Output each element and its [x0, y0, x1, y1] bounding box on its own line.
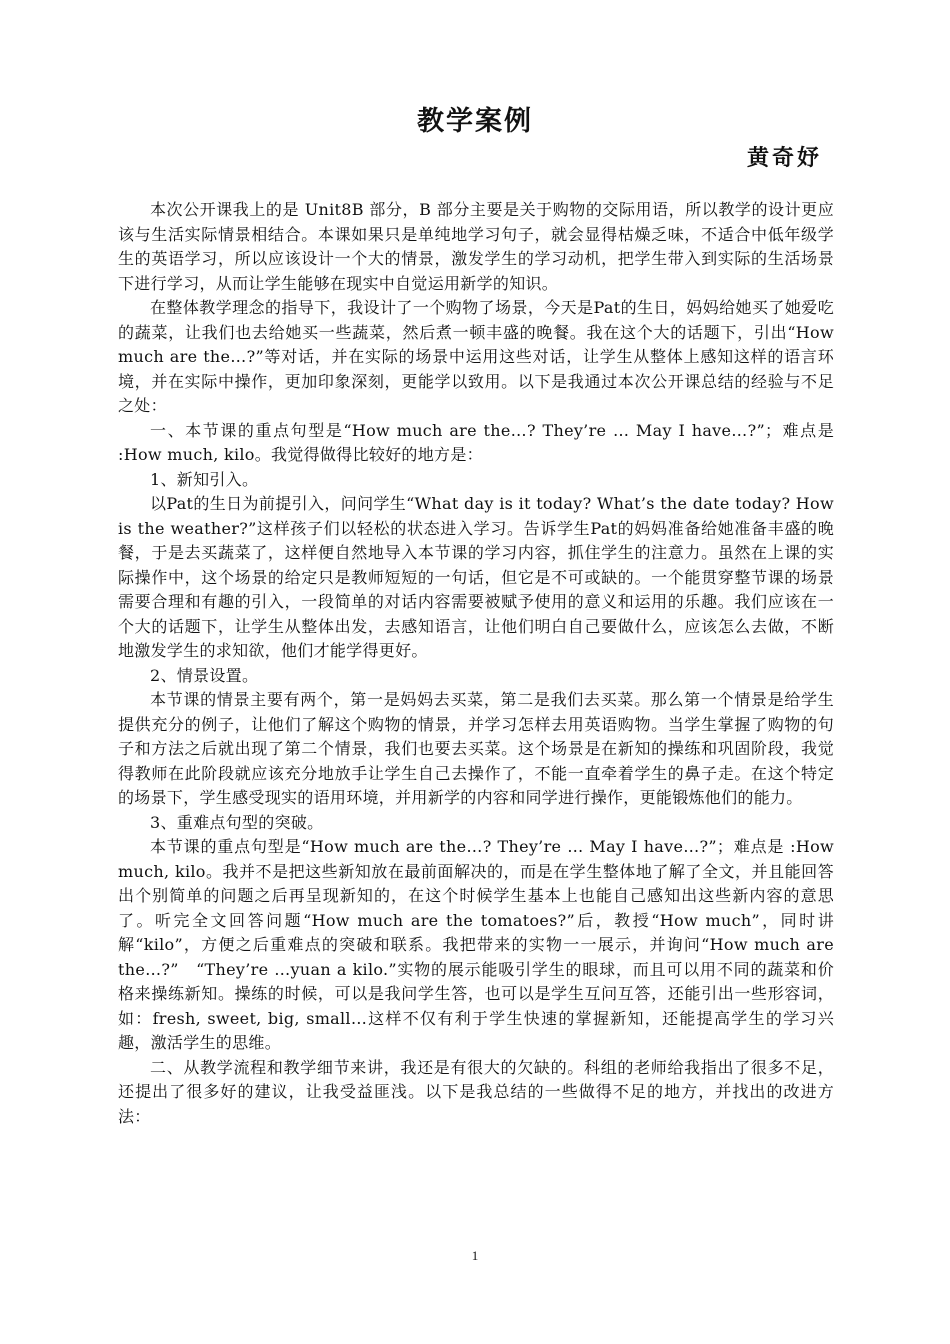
- paragraph-heading-1: 1、新知引入。: [150, 469, 259, 489]
- document-author: 黄奇妤: [746, 146, 822, 171]
- page-number: 1: [471, 1248, 479, 1263]
- paragraph-intro: 本次公开课我上的是 Unit8B 部分，B 部分主要是关于购物的交际用语，所以教学的设计更应该与生活实际情景相结合。本课如果只是单纯地学习句子，就会显得枯燥乏味，不适合中低年级学生的英语学习，所以应该设计一个大的情景，激发学生的学习动机，把学生带入到实际的生活场景下进行学习，从而让学生能够在现实中自觉运用新学的知识。: [118, 200, 834, 293]
- document-body: [118, 198, 834, 1129]
- paragraph-design: 在整体教学理念的指导下，我设计了一个购物了场景，今天是Pat的生日，妈妈给她买了她爱吃的蔬菜，让我们也去给她买一些蔬菜，然后煮一顿丰盛的晚餐。我在这个大的话题下，引出“How much are the…?”等对话，并在实际的场景中运用这些对话，让学生从整体上感知这样的语言环境，并在实际中操作，更加印象深刻，更能学以致用。以下是我通过本次公开课总结的经验与不足之处：: [118, 298, 834, 415]
- paragraph-section-one: 一、本节课的重点句型是“How much are the…? They’re … May I have…?”；难点是 :How much, kilo。我觉得做得比较好的地方是：: [118, 420, 834, 464]
- paragraph-section-two: 二、从教学流程和教学细节来讲，我还是有很大的欠缺的。科组的老师给我指出了很多不足，还提出了很多好的建议，让我受益匪浅。以下是我总结的一些做得不足的地方，并找出的改进方法：: [118, 1057, 834, 1126]
- paragraph-heading-2: 2、情景设置。: [150, 665, 259, 685]
- paragraph-new-knowledge: 以Pat的生日为前提引入，问问学生“What day is it today? What’s the date today? How is the weather?”这样孩子们以轻松的状态进入学习。告诉学生Pat的妈妈准备给她准备丰盛的晚餐，于是去买蔬菜了，这样便自然地导入本节课的学习内容，抓住学生的注意力。虽然在上课的实际操作中，这个场景的给定只是教师短短的一句话，但它是不可或缺的。一个能贯穿整节课的场景需要合理和有趣的引入，一段简单的对话内容需要被赋予使用的意义和运用的乐趣。我们应该在一个大的话题下，让学生从整体出发，去感知语言，让他们明白自己要做什么，应该怎么去做，不断地激发学生的求知欲，他们才能学得更好。: [118, 494, 834, 660]
- paragraph-heading-3: 3、重难点句型的突破。: [150, 812, 324, 832]
- document-title: 教学案例: [417, 106, 533, 137]
- paragraph-scenario: 本节课的情景主要有两个，第一是妈妈去买菜，第二是我们去买菜。那么第一个情景是给学生提供充分的例子，让他们了解这个购物的情景，并学习怎样去用英语购物。当学生掌握了购物的句子和方法之后就出现了第二个情景，我们也要去买菜。这个场景是在新知的操练和巩固阶段，我觉得教师在此阶段就应该充分地放手让学生自己去操作了，不能一直牵着学生的鼻子走。在这个特定的场景下，学生感受现实的语用环境，并用新学的内容和同学进行操作，更能锻炼他们的能力。: [118, 690, 834, 807]
- paragraph-key-points: 本节课的重点句型是“How much are the…? They’re … May I have…?”；难点是 :How much, kilo。我并不是把这些新知放在最前面解决的，而是在学生整体地了解了全文，并且能回答出个别简单的问题之后再呈现新知的，在这个时候学生基本上也能自己感知出这些新内容的意思了。听完全文回答问题“How much are the tomatoes?”后，教授“How much”，同时讲解“kilo”，方便之后重难点的突破和联系。我把带来的实物一一展示，并询问“How much are the…?” “They’re …yuan a kilo.”实物的展示能吸引学生的眼球，而且可以用不同的蔬菜和价格来操练新知。操练的时候，可以是我问学生答，也可以是学生互问互答，还能引出一些形容词，如：fresh, sweet, big, small…这样不仅有利于学生快速的掌握新知，还能提高学生的学习兴趣，激活学生的思维。: [118, 837, 834, 1052]
